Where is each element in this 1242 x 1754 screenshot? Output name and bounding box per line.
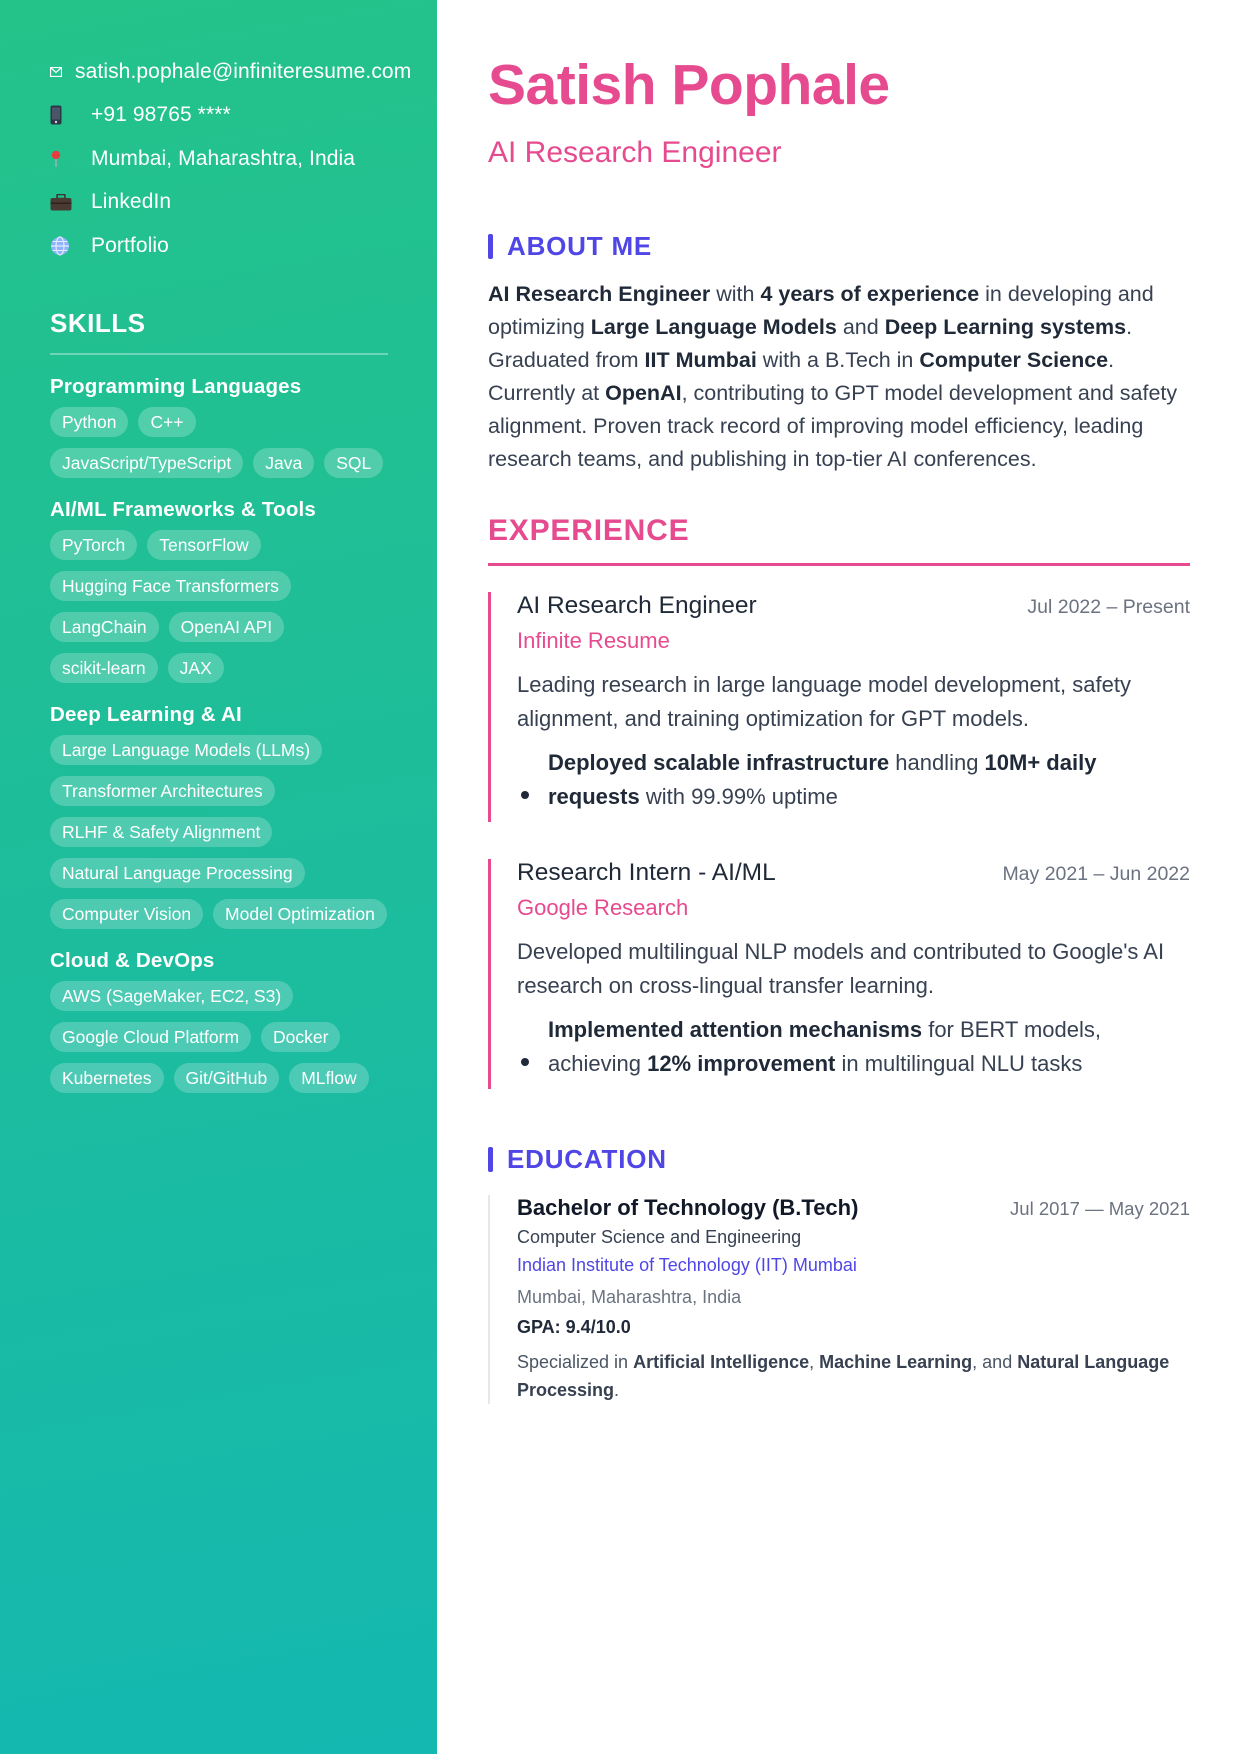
about-summary	[488, 278, 1190, 476]
mobile-phone-icon	[50, 105, 91, 125]
experience-divider	[488, 563, 1190, 566]
job-bullet	[517, 1013, 1190, 1081]
about-text: . Graduated from	[488, 315, 1133, 372]
skill-group-title: Programming Languages	[50, 374, 302, 398]
about-text: and	[836, 315, 885, 339]
job-description: Leading research in large language model development, safety alignment, and training optimization for GPT models.	[517, 672, 1131, 731]
education-school: Indian Institute of Technology (IIT) Mumbai	[517, 1255, 857, 1275]
skill-pill: Transformer Architectures	[50, 776, 275, 806]
email-text: satish.pophale@infiniteresume.com	[75, 59, 412, 83]
bullet-text: with 99.99% uptime	[639, 784, 838, 809]
skill-pill: Python	[50, 407, 128, 437]
heading-accent-bar	[488, 234, 493, 259]
candidate-title: AI Research Engineer	[488, 136, 782, 169]
skill-pill: MLflow	[289, 1063, 368, 1093]
job-entry	[488, 592, 1190, 822]
skill-group-title: AI/ML Frameworks & Tools	[50, 497, 317, 521]
job-bullet	[517, 746, 1190, 814]
skill-pill: JavaScript/TypeScript	[50, 448, 243, 478]
skill-pill: Natural Language Processing	[50, 858, 305, 888]
skill-group-programming	[50, 375, 395, 478]
skill-pill: SQL	[324, 448, 383, 478]
skill-pill: Google Cloud Platform	[50, 1022, 251, 1052]
location-text: Mumbai, Maharashtra, India	[91, 146, 356, 170]
bullet-text: handling	[889, 750, 985, 775]
spec-text: Natural Language Processing	[517, 1352, 1170, 1400]
skill-group-title: Cloud & DevOps	[50, 948, 215, 972]
about-text: AI Research Engineer	[488, 282, 711, 306]
bullet-text: Deployed scalable infrastructure	[548, 750, 890, 775]
skill-pill: OpenAI API	[169, 612, 284, 642]
job-company: Infinite Resume	[517, 628, 670, 653]
skills-heading: SKILLS	[50, 307, 146, 338]
education-specialization	[517, 1348, 1190, 1404]
about-text: . Currently at	[488, 348, 1115, 405]
briefcase-icon	[50, 194, 91, 211]
skill-group-cloud-devops	[50, 949, 395, 1093]
skill-pill: AWS (SageMaker, EC2, S3)	[50, 981, 293, 1011]
phone-text: +91 98765 ****	[91, 103, 231, 127]
linkedin-link[interactable]: LinkedIn	[91, 190, 172, 214]
skill-pill: Docker	[261, 1022, 340, 1052]
about-text: IIT Mumbai	[644, 348, 757, 372]
education-gpa: GPA: 9.4/10.0	[517, 1317, 631, 1337]
sidebar	[0, 0, 437, 1754]
skill-pill: C++	[138, 407, 195, 437]
about-heading-label: ABOUT ME	[507, 231, 653, 261]
skills-divider	[50, 353, 388, 355]
bullet-text: 12% improvement	[647, 1051, 836, 1076]
about-text: with	[710, 282, 761, 306]
spec-text: Artificial Intelligence	[633, 1352, 810, 1372]
map-pin-icon	[50, 150, 91, 168]
about-text: , contributing to GPT model development and safety alignment. Proven track record of improving model efficiency, leading research teams, and publishing in top-tier AI conferences.	[488, 381, 1178, 471]
about-text: 4 years of experience	[760, 282, 980, 306]
bullet-text: 10M+ daily requests	[548, 750, 1097, 809]
job-description: Developed multilingual NLP models and contributed to Google's AI research on cross-lingual transfer learning.	[517, 939, 1165, 998]
skill-pill: RLHF & Safety Alignment	[50, 817, 272, 847]
bullet-dot	[521, 1058, 529, 1066]
job-dates: May 2021 – Jun 2022	[1002, 863, 1190, 885]
experience-heading: EXPERIENCE	[488, 514, 690, 547]
about-text: Large Language Models	[590, 315, 837, 339]
skill-pill: Kubernetes	[50, 1063, 164, 1093]
about-text: Computer Science	[919, 348, 1109, 372]
skill-pill: Model Optimization	[213, 899, 387, 929]
skill-group-deep-learning	[50, 703, 395, 929]
skill-pill: JAX	[168, 653, 224, 683]
about-text: Deep Learning systems	[884, 315, 1127, 339]
contact-phone[interactable]	[50, 94, 437, 138]
job-role: AI Research Engineer	[517, 592, 757, 619]
spec-text: Machine Learning	[819, 1352, 973, 1372]
contact-location	[50, 137, 437, 181]
education-dates: Jul 2017 — May 2021	[1010, 1198, 1190, 1219]
bullet-text: in multilingual NLU tasks	[835, 1051, 1083, 1076]
envelope-icon	[50, 67, 75, 77]
education-heading	[488, 1144, 667, 1175]
about-heading	[488, 231, 652, 262]
spec-text: ,	[809, 1352, 820, 1372]
job-entry	[488, 859, 1190, 1089]
education-field: Computer Science and Engineering	[517, 1227, 802, 1247]
spec-text: Specialized in	[517, 1352, 634, 1372]
skill-pill: Hugging Face Transformers	[50, 571, 291, 601]
skill-pill: Computer Vision	[50, 899, 203, 929]
portfolio-link[interactable]: Portfolio	[91, 233, 169, 257]
contact-linkedin[interactable]	[50, 181, 437, 225]
skill-pill: Large Language Models (LLMs)	[50, 735, 322, 765]
contact-email[interactable]	[50, 50, 437, 94]
skill-pill: PyTorch	[50, 530, 137, 560]
job-dates: Jul 2022 – Present	[1027, 596, 1190, 618]
skill-pill: Git/GitHub	[174, 1063, 280, 1093]
education-degree: Bachelor of Technology (B.Tech)	[517, 1195, 859, 1220]
skill-pill: LangChain	[50, 612, 159, 642]
bullet-text: Implemented attention mechanisms	[548, 1017, 923, 1042]
education-heading-label: EDUCATION	[507, 1144, 667, 1174]
skill-pill: scikit-learn	[50, 653, 158, 683]
skill-group-frameworks	[50, 498, 395, 683]
about-text: in developing and optimizing	[488, 282, 1154, 339]
job-company: Google Research	[517, 895, 689, 920]
globe-icon	[50, 236, 91, 256]
heading-accent-bar	[488, 1147, 493, 1172]
about-text: OpenAI	[605, 381, 682, 405]
bullet-dot	[521, 791, 529, 799]
candidate-name: Satish Pophale	[488, 53, 890, 117]
job-role: Research Intern - AI/ML	[517, 859, 776, 886]
contact-portfolio[interactable]	[50, 224, 437, 268]
spec-text: , and	[972, 1352, 1018, 1372]
spec-text: .	[614, 1380, 620, 1400]
bullet-text: for BERT models, achieving	[548, 1017, 1102, 1076]
education-entry	[488, 1195, 1190, 1404]
skill-pill: TensorFlow	[147, 530, 260, 560]
skill-pill: Java	[253, 448, 314, 478]
about-text: with a B.Tech in	[756, 348, 920, 372]
skill-group-title: Deep Learning & AI	[50, 702, 242, 726]
education-location: Mumbai, Maharashtra, India	[517, 1287, 742, 1307]
